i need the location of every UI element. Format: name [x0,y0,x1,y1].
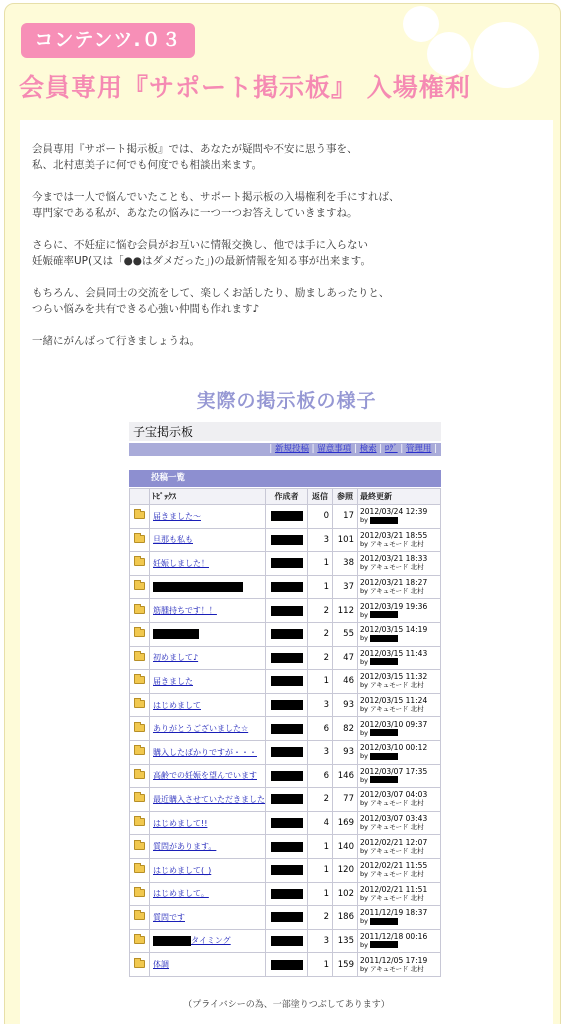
col-replies: 返信 [308,489,333,505]
table-row [130,882,441,906]
redacted-author [271,747,303,757]
views-count: 169 [333,811,358,835]
topic-link[interactable]: 質問です [153,912,185,922]
last-update-date: 2012/03/21 18:27 [360,578,428,588]
intro-paragraph [32,237,542,269]
redacted-user [370,753,398,760]
views-count: 55 [333,622,358,646]
table-row [130,740,441,764]
last-update-date: 2012/03/19 19:36 [360,601,428,611]
last-update-by: by [360,775,368,784]
folder-icon [134,653,145,661]
views-count: 77 [333,788,358,812]
board-link-bar: | 新規投稿 | 留意事項 | 検索 | ﾛｸﾞ | 管理用 | [129,443,441,456]
redacted-user [370,918,398,925]
replies-count: 1 [308,858,333,882]
topic-link[interactable]: 届きました [153,676,193,686]
last-update-date: 2012/03/15 14:19 [360,625,428,635]
table-row [130,858,441,882]
replies-count: 6 [308,764,333,788]
last-update-date: 2011/12/19 18:37 [360,908,428,918]
last-update-by: by アキュモード 北村 [360,823,424,832]
redacted-author [271,629,303,639]
table-row [130,575,441,599]
redacted-user [370,776,398,783]
table-row [130,552,441,576]
list-header: 投稿一覧 [129,470,441,487]
views-count: 38 [333,552,358,576]
board-link[interactable]: 検索 [359,444,377,454]
folder-icon [134,865,145,873]
redacted-author [271,960,303,970]
folder-icon [134,771,145,779]
replies-count: 1 [308,552,333,576]
last-update-by: by アキュモード 北村 [360,587,424,596]
views-count: 82 [333,717,358,741]
last-update-date: 2012/03/15 11:24 [360,696,428,706]
topic-link[interactable]: 最近購入させていただきました [153,794,265,804]
board-link[interactable]: 管理用 [405,444,432,454]
last-update-date: 2011/12/05 17:19 [360,955,428,965]
topic-link[interactable]: はじめまして(_) [153,865,212,875]
board-link[interactable]: ﾛｸﾞ [384,444,398,454]
redacted-user [370,658,398,665]
folder-icon [134,676,145,684]
last-update-by: by アキュモード 北村 [360,893,424,902]
last-update-date: 2012/03/15 11:32 [360,672,428,682]
replies-count: 3 [308,740,333,764]
redacted-author [271,606,303,616]
last-update-by: by アキュモード 北村 [360,705,424,714]
section-badge: コンテンツ.０３ [21,23,195,58]
board-screenshot [129,422,441,982]
table-row [130,717,441,741]
last-update-date: 2012/02/21 12:07 [360,837,428,847]
page-title: 会員専用『サポート掲示板』 入場権利 [19,73,471,102]
replies-count: 1 [308,835,333,859]
redacted-block [153,582,243,592]
last-update-by: by アキュモード 北村 [360,539,424,548]
topic-link[interactable]: 体調 [153,960,169,970]
last-update-date: 2011/12/18 00:16 [360,931,428,941]
col-views: 参照 [333,489,358,505]
folder-icon [134,936,145,944]
table-row [130,811,441,835]
topic-link[interactable]: ありがとうございました☆ [153,724,249,734]
folder-icon [134,794,145,802]
views-count: 46 [333,670,358,694]
table-row [130,764,441,788]
intro-line: さらに、不妊症に悩む会員がお互いに情報交換し、他では手に入らない [32,239,368,251]
redacted-author [271,842,303,852]
topic-link[interactable]: 初めまして♪ [153,653,199,663]
redacted-author [271,676,303,686]
topic-link[interactable]: 高齢での妊娠を望んでいます [153,771,257,781]
last-update-date: 2012/03/21 18:55 [360,530,428,540]
redacted-author [271,511,303,521]
intro-line: 今までは一人で悩んでいたことも、サポート掲示板の入場権利を手にすれば、 [32,191,400,203]
folder-icon [134,818,145,826]
last-update-date: 2012/03/07 04:03 [360,790,428,800]
intro-paragraph [32,189,542,221]
redacted-block [153,936,191,946]
topic-link[interactable]: はじめまして!! [153,818,208,828]
replies-count: 1 [308,575,333,599]
redacted-author [271,771,303,781]
replies-count: 1 [308,882,333,906]
topic-link[interactable]: 質問があります。 [153,842,217,852]
views-count: 140 [333,835,358,859]
board-heading: 実際の掲示板の様子 [196,390,377,412]
privacy-caption: （プライバシーの為、一部塗りつぶしてあります） [183,1000,390,1010]
last-update-by: by アキュモード 北村 [360,870,424,879]
last-update-by: by アキュモード 北村 [360,964,424,973]
replies-count: 3 [308,929,333,953]
views-count: 17 [333,505,358,529]
replies-count: 1 [308,953,333,977]
content-panel [4,3,561,1024]
redacted-block [153,629,199,639]
redacted-author [271,936,303,946]
replies-count: 1 [308,670,333,694]
intro-line: 私、北村恵美子に何でも何度でも相談出来ます。 [32,159,263,171]
redacted-author [271,889,303,899]
folder-icon [134,629,145,637]
redacted-user [370,941,398,948]
last-update-date: 2012/03/15 11:43 [360,648,428,658]
table-row [130,599,441,623]
last-update-date: 2012/03/21 18:33 [360,554,428,564]
table-row [130,622,441,646]
folder-icon [134,511,145,519]
last-update-date: 2012/03/24 12:39 [360,507,428,517]
replies-count: 3 [308,528,333,552]
table-row [130,528,441,552]
table-row [130,906,441,930]
table-row [130,693,441,717]
topic-link[interactable]: タイミング [191,936,231,946]
intro-text [32,141,542,365]
folder-icon [134,912,145,920]
views-count: 102 [333,882,358,906]
last-update-by: by アキュモード 北村 [360,846,424,855]
intro-line: もちろん、会員同士の交流をして、楽しくお話したり、励ましあったりと、 [32,287,390,299]
last-update-date: 2012/03/07 17:35 [360,766,428,776]
intro-paragraph [32,285,542,317]
redacted-user [370,517,398,524]
last-update-by: by [360,634,368,643]
last-update-date: 2012/03/10 09:37 [360,719,428,729]
last-update-date: 2012/02/21 11:51 [360,884,428,894]
replies-count: 0 [308,505,333,529]
col-folder [130,489,150,505]
replies-count: 2 [308,646,333,670]
folder-icon [134,724,145,732]
views-count: 37 [333,575,358,599]
topic-link[interactable]: はじめまして。 [153,889,209,899]
redacted-author [271,558,303,568]
last-update-date: 2012/03/07 03:43 [360,814,428,824]
redacted-author [271,912,303,922]
topic-link[interactable]: 購入したばかりですが・・・ [153,747,257,757]
col-topic: ﾄﾋﾟｯｸｽ [150,489,266,505]
topic-link[interactable]: 旦那も私も [153,535,193,545]
table-row [130,929,441,953]
col-last-update: 最終更新 [358,489,441,505]
intro-line: 妊娠確率UP(又は「●●はダメだった」)の最新情報を知る事が出来ます。 [32,255,371,267]
topic-link[interactable]: 妊娠しました！ [153,558,209,568]
redacted-author [271,865,303,875]
views-count: 159 [333,953,358,977]
last-update-by: by アキュモード 北村 [360,799,424,808]
topic-link[interactable]: 届きました～ [153,511,201,521]
redacted-author [271,653,303,663]
folder-icon [134,558,145,566]
last-update-by: by [360,657,368,666]
redacted-user [370,729,398,736]
last-update-by: by [360,728,368,737]
views-count: 146 [333,764,358,788]
views-count: 135 [333,929,358,953]
board-title: 子宝掲示板 [129,422,441,441]
redacted-author [271,794,303,804]
last-update-by: by [360,940,368,949]
replies-count: 2 [308,906,333,930]
table-row [130,505,441,529]
last-update-by: by [360,610,368,619]
views-count: 47 [333,646,358,670]
last-update-date: 2012/03/10 00:12 [360,743,428,753]
folder-icon [134,842,145,850]
last-update-by: by [360,752,368,761]
last-update-by: by アキュモード 北村 [360,563,424,572]
intro-line: 会員専用『サポート掲示板』では、あなたが疑問や不安に思う事を、 [32,143,358,155]
table-row [130,835,441,859]
redacted-author [271,818,303,828]
views-count: 186 [333,906,358,930]
views-count: 101 [333,528,358,552]
replies-count: 4 [308,811,333,835]
board-link[interactable]: 留意事項 [317,444,352,454]
replies-count: 6 [308,717,333,741]
intro-paragraph [32,141,542,173]
content-box [20,120,553,1024]
folder-icon [134,535,145,543]
views-count: 120 [333,858,358,882]
topic-link[interactable]: はじめまして [153,700,201,710]
views-count: 93 [333,693,358,717]
redacted-user [370,635,398,642]
posts-table [129,488,441,977]
last-update-by: by [360,917,368,926]
folder-icon [134,747,145,755]
last-update-by: by アキュモード 北村 [360,681,424,690]
folder-icon [134,889,145,897]
folder-icon [134,960,145,968]
replies-count: 2 [308,599,333,623]
redacted-author [271,582,303,592]
replies-count: 2 [308,788,333,812]
redacted-author [271,700,303,710]
views-count: 93 [333,740,358,764]
intro-line: 一緒にがんばって行きましょうね。 [32,335,200,347]
table-row [130,788,441,812]
folder-icon [134,606,145,614]
table-row [130,953,441,977]
table-row [130,646,441,670]
redacted-author [271,535,303,545]
topic-link[interactable]: 筋腫持ちです！！ [153,606,217,616]
replies-count: 3 [308,693,333,717]
table-row [130,670,441,694]
intro-line: 専門家である私が、あなたの悩みに一つ一つお答えしていきますね。 [32,207,358,219]
col-author: 作成者 [266,489,308,505]
folder-icon [134,582,145,590]
folder-icon [134,700,145,708]
board-link[interactable]: 新規投稿 [274,444,309,454]
views-count: 112 [333,599,358,623]
replies-count: 2 [308,622,333,646]
last-update-by: by [360,516,368,525]
redacted-user [370,611,398,618]
intro-line: つらい悩みを共有できる心強い仲間も作れます♪ [32,303,260,315]
redacted-author [271,724,303,734]
last-update-date: 2012/02/21 11:55 [360,861,428,871]
intro-paragraph [32,333,542,349]
table-header-row [130,489,441,505]
